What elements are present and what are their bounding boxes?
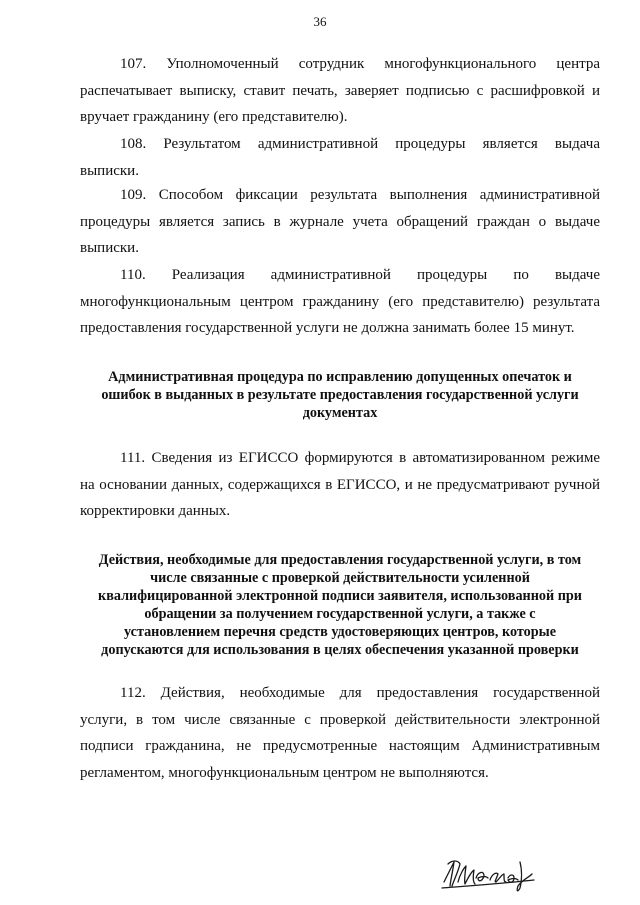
paragraph-line: 107. Уполномоченный сотрудник многофункционального центра — [120, 56, 600, 72]
paragraph-line: 109. Способом фиксации результата выполнения административной — [120, 187, 600, 203]
paragraph-line: распечатывает выписку, ставит печать, заверяет подписью с расшифровкой и — [80, 82, 600, 99]
handwritten-signature — [438, 852, 548, 896]
paragraph-line: многофункциональным центром гражданину (его представителю) результата — [80, 293, 600, 310]
paragraph-112 — [80, 680, 600, 786]
paragraph-line: предоставления государственной услуги не должна занимать более 15 минут. — [80, 320, 575, 336]
paragraph-line: на основании данных, содержащихся в ЕГИССО, и не предусматривают ручной — [80, 476, 600, 493]
heading-line: Действия, необходимые для предоставления государственной услуги, в том — [98, 552, 582, 568]
paragraph-line: 112. Действия, необходимые для предоставления государственной — [120, 685, 600, 701]
paragraph-111 — [80, 445, 600, 525]
paragraph-line: корректировки данных. — [80, 503, 231, 519]
paragraph-line: услуги, в том числе связанные с проверкой действительности электронной — [80, 711, 600, 728]
heading-line: числе связанные с проверкой действительности усиленной — [150, 570, 530, 586]
paragraph-line: 110. Реализация административной процедуры по выдаче — [120, 267, 600, 283]
paragraph-110 — [80, 262, 600, 342]
heading-line: квалифицированной электронной подписи заявителя, использованной при — [98, 588, 582, 604]
paragraph-line: 111. Сведения из ЕГИССО формируются в автоматизированном режиме — [120, 450, 600, 466]
paragraph-line: процедуры является запись в журнале учета обращений граждан о выдаче — [80, 213, 600, 230]
paragraph-line: выписки. — [80, 162, 139, 179]
paragraph-line: подписи гражданина, не предусмотренные настоящим Административным — [80, 738, 600, 754]
heading-line: ошибок в выданных в результате предоставления государственной услуги — [101, 387, 579, 403]
heading-line: допускаются для использования в целях обеспечения указанной проверки — [101, 642, 579, 658]
heading-line: документах — [302, 405, 378, 421]
paragraph-107 — [80, 51, 600, 131]
section-heading-actions — [80, 551, 600, 659]
section-heading-corrections — [80, 368, 600, 422]
paragraph-line: регламентом, многофункциональным центром не выполняются. — [80, 764, 489, 781]
paragraph-109 — [80, 182, 600, 262]
page-number: 36 — [313, 14, 327, 29]
heading-line: установлением перечня средств удостоверяющих центров, которые — [123, 624, 556, 640]
heading-line: обращении за получением государственной услуги, а также с — [144, 606, 536, 622]
heading-line: Административная процедура по исправлению допущенных опечаток и — [108, 369, 572, 385]
paragraph-line: вручает гражданину (его представителю). — [80, 109, 348, 125]
paragraph-line: выписки. — [80, 240, 139, 256]
paragraph-108 — [80, 131, 600, 184]
paragraph-line: 108. Результатом административной процедуры является выдача — [120, 136, 600, 152]
